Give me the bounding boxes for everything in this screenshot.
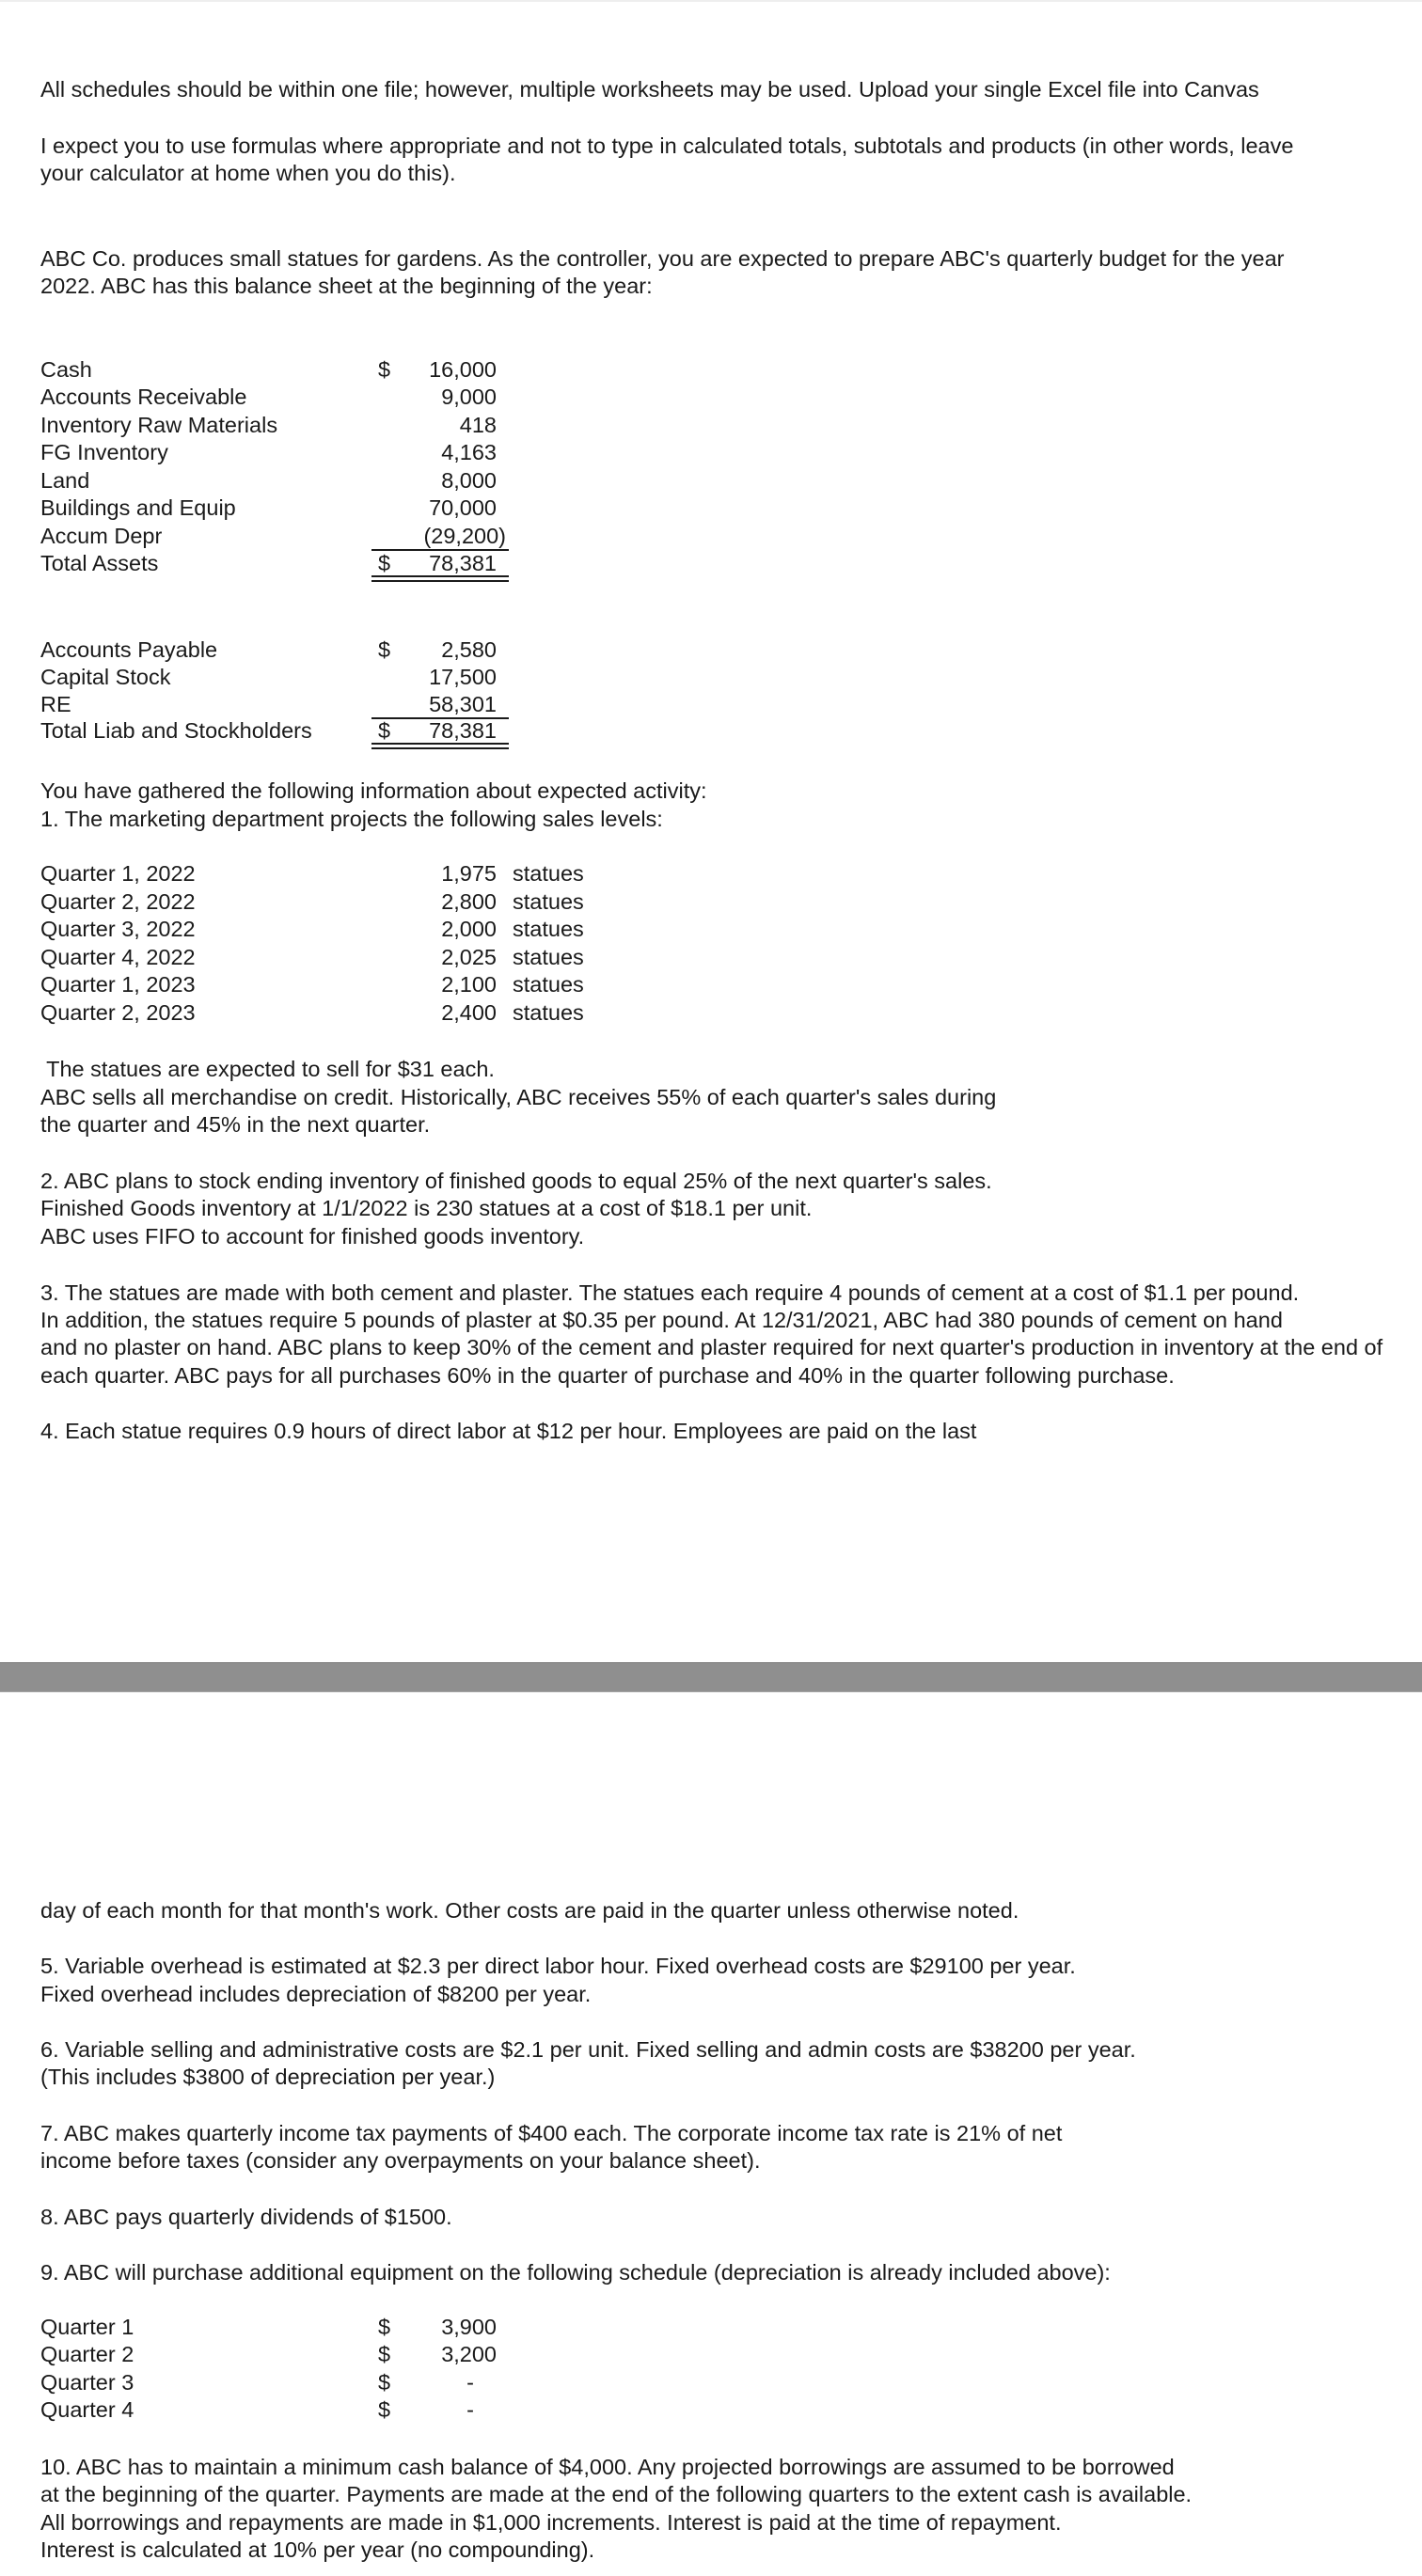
item6-line-1: 6. Variable selling and administrative costs are $2.1 per unit. Fixed selling and admin costs are $38200 per year. xyxy=(40,2037,1136,2062)
total-double-underline xyxy=(371,575,509,582)
currency-symbol: $ xyxy=(378,551,391,575)
activity-line-2: 1. The marketing department projects the following sales levels: xyxy=(40,807,663,831)
item4-line-1: 4. Each statue requires 0.9 hours of direct labor at $12 per hour. Employees are paid on the last xyxy=(40,1419,977,1443)
price-line-2: ABC sells all merchandise on credit. Historically, ABC receives 55% of each quarter's sales during xyxy=(40,1085,997,1109)
assets-label: Cash xyxy=(40,357,92,382)
equipment-value: - xyxy=(466,2397,474,2422)
liabilities-label: RE xyxy=(40,692,71,716)
equipment-quarter: Quarter 3 xyxy=(40,2370,134,2395)
item10-line-2: at the beginning of the quarter. Payments are made at the end of the following quarters to the extent cash is available. xyxy=(40,2482,1193,2506)
item2-line-3: ABC uses FIFO to account for finished goods inventory. xyxy=(40,1224,585,1249)
item10-line-1: 10. ABC has to maintain a minimum cash balance of $4,000. Any projected borrowings are assumed to be borrowed xyxy=(40,2455,1175,2479)
currency-symbol: $ xyxy=(378,2397,391,2422)
item8-line-1: 8. ABC pays quarterly dividends of $1500. xyxy=(40,2205,452,2229)
sales-unit: statues xyxy=(513,917,584,941)
currency-symbol: $ xyxy=(378,2342,391,2366)
item5-line-1: 5. Variable overhead is estimated at $2.3 per direct labor hour. Fixed overhead costs are $29100 per year. xyxy=(40,1954,1076,1978)
sales-quarter: Quarter 4, 2022 xyxy=(40,945,196,969)
liabilities-total-value: 78,381 xyxy=(429,718,497,743)
assets-label: Buildings and Equip xyxy=(40,495,236,520)
assets-value: 418 xyxy=(459,413,497,437)
sales-unit: statues xyxy=(513,1000,584,1025)
sales-value: 2,000 xyxy=(441,917,497,941)
currency-symbol: $ xyxy=(378,2315,391,2339)
liabilities-label: Capital Stock xyxy=(40,665,171,689)
item3-line-1: 3. The statues are made with both cement and plaster. The statues each require 4 pounds of cement at a cost of $1.1 per pound. xyxy=(40,1280,1300,1305)
liabilities-value: 58,301 xyxy=(429,692,497,716)
item9-line-1: 9. ABC will purchase additional equipment on the following schedule (depreciation is already included above): xyxy=(40,2260,1111,2285)
sales-unit: statues xyxy=(513,945,584,969)
activity-line-1: You have gathered the following information about expected activity: xyxy=(40,778,707,803)
item10-line-3: All borrowings and repayments are made in $1,000 increments. Interest is paid at the time of repayment. xyxy=(40,2510,1062,2535)
company-line-1: ABC Co. produces small statues for gardens. As the controller, you are expected to prepare ABC's quarterly budget for the year xyxy=(40,246,1285,271)
liabilities-label: Accounts Payable xyxy=(40,637,218,662)
page-top-edge xyxy=(0,0,1422,2)
sales-quarter: Quarter 2, 2022 xyxy=(40,889,196,914)
sales-unit: statues xyxy=(513,889,584,914)
assets-value: 16,000 xyxy=(429,357,497,382)
assets-label: Land xyxy=(40,468,90,493)
equipment-value: - xyxy=(466,2370,474,2395)
company-line-2: 2022. ABC has this balance sheet at the beginning of the year: xyxy=(40,274,653,298)
item10-line-4: Interest is calculated at 10% per year (no compounding). xyxy=(40,2537,595,2562)
sales-quarter: Quarter 1, 2023 xyxy=(40,972,196,997)
item7-line-2: income before taxes (consider any overpayments on your balance sheet). xyxy=(40,2148,761,2173)
sales-unit: statues xyxy=(513,861,584,886)
sales-value: 2,100 xyxy=(441,972,497,997)
equipment-quarter: Quarter 2 xyxy=(40,2342,134,2366)
sales-value: 1,975 xyxy=(441,861,497,886)
intro-line-3: your calculator at home when you do this). xyxy=(40,161,456,185)
page-break-divider xyxy=(0,1662,1422,1692)
sales-value: 2,800 xyxy=(441,889,497,914)
liabilities-value: 2,580 xyxy=(441,637,497,662)
sales-value: 2,400 xyxy=(441,1000,497,1025)
sales-value: 2,025 xyxy=(441,945,497,969)
assets-value: 70,000 xyxy=(429,495,497,520)
price-line-1: The statues are expected to sell for $31 each. xyxy=(40,1057,495,1081)
assets-value: 9,000 xyxy=(441,385,497,409)
assets-value: 8,000 xyxy=(441,468,497,493)
item2-line-2: Finished Goods inventory at 1/1/2022 is 230 statues at a cost of $18.1 per unit. xyxy=(40,1196,813,1220)
currency-symbol: $ xyxy=(378,637,391,662)
assets-value: (29,200) xyxy=(423,524,506,548)
currency-symbol: $ xyxy=(378,718,391,743)
sales-quarter: Quarter 1, 2022 xyxy=(40,861,196,886)
item4-line-2: day of each month for that month's work. Other costs are paid in the quarter unless otherwise noted. xyxy=(40,1898,1019,1923)
assets-value: 4,163 xyxy=(441,440,497,464)
equipment-quarter: Quarter 4 xyxy=(40,2397,134,2422)
sales-quarter: Quarter 3, 2022 xyxy=(40,917,196,941)
item7-line-1: 7. ABC makes quarterly income tax payments of $400 each. The corporate income tax rate is 21% of net xyxy=(40,2121,1063,2145)
item5-line-2: Fixed overhead includes depreciation of $8200 per year. xyxy=(40,1982,592,2006)
equipment-value: 3,200 xyxy=(441,2342,497,2366)
sales-unit: statues xyxy=(513,972,584,997)
item3-line-3: and no plaster on hand. ABC plans to keep 30% of the cement and plaster required for next quarter's production in inventory at the end of xyxy=(40,1335,1383,1359)
price-line-3: the quarter and 45% in the next quarter. xyxy=(40,1112,431,1137)
equipment-value: 3,900 xyxy=(441,2315,497,2339)
item3-line-2: In addition, the statues require 5 pounds of plaster at $0.35 per pound. At 12/31/2021, ABC had 380 pounds of cement on hand xyxy=(40,1308,1283,1332)
liabilities-total-label: Total Liab and Stockholders xyxy=(40,718,312,743)
currency-symbol: $ xyxy=(378,357,391,382)
item2-line-1: 2. ABC plans to stock ending inventory of finished goods to equal 25% of the next quarter's sales. xyxy=(40,1169,992,1193)
assets-label: Inventory Raw Materials xyxy=(40,413,278,437)
assets-total-label: Total Assets xyxy=(40,551,159,575)
assets-label: Accum Depr xyxy=(40,524,163,548)
assets-total-value: 78,381 xyxy=(429,551,497,575)
assets-label: FG Inventory xyxy=(40,440,168,464)
currency-symbol: $ xyxy=(378,2370,391,2395)
intro-line-2: I expect you to use formulas where appropriate and not to type in calculated totals, subtotals and products (in other words, leave xyxy=(40,134,1294,158)
item3-line-4: each quarter. ABC pays for all purchases 60% in the quarter of purchase and 40% in the quarter following purchase. xyxy=(40,1363,1175,1388)
item6-line-2: (This includes $3800 of depreciation per year.) xyxy=(40,2065,496,2089)
equipment-quarter: Quarter 1 xyxy=(40,2315,134,2339)
assets-label: Accounts Receivable xyxy=(40,385,247,409)
intro-line-1: All schedules should be within one file; however, multiple worksheets may be used. Upload your single Excel file into Canvas xyxy=(40,77,1259,102)
total-double-underline xyxy=(371,743,509,749)
liabilities-value: 17,500 xyxy=(429,665,497,689)
sales-quarter: Quarter 2, 2023 xyxy=(40,1000,196,1025)
